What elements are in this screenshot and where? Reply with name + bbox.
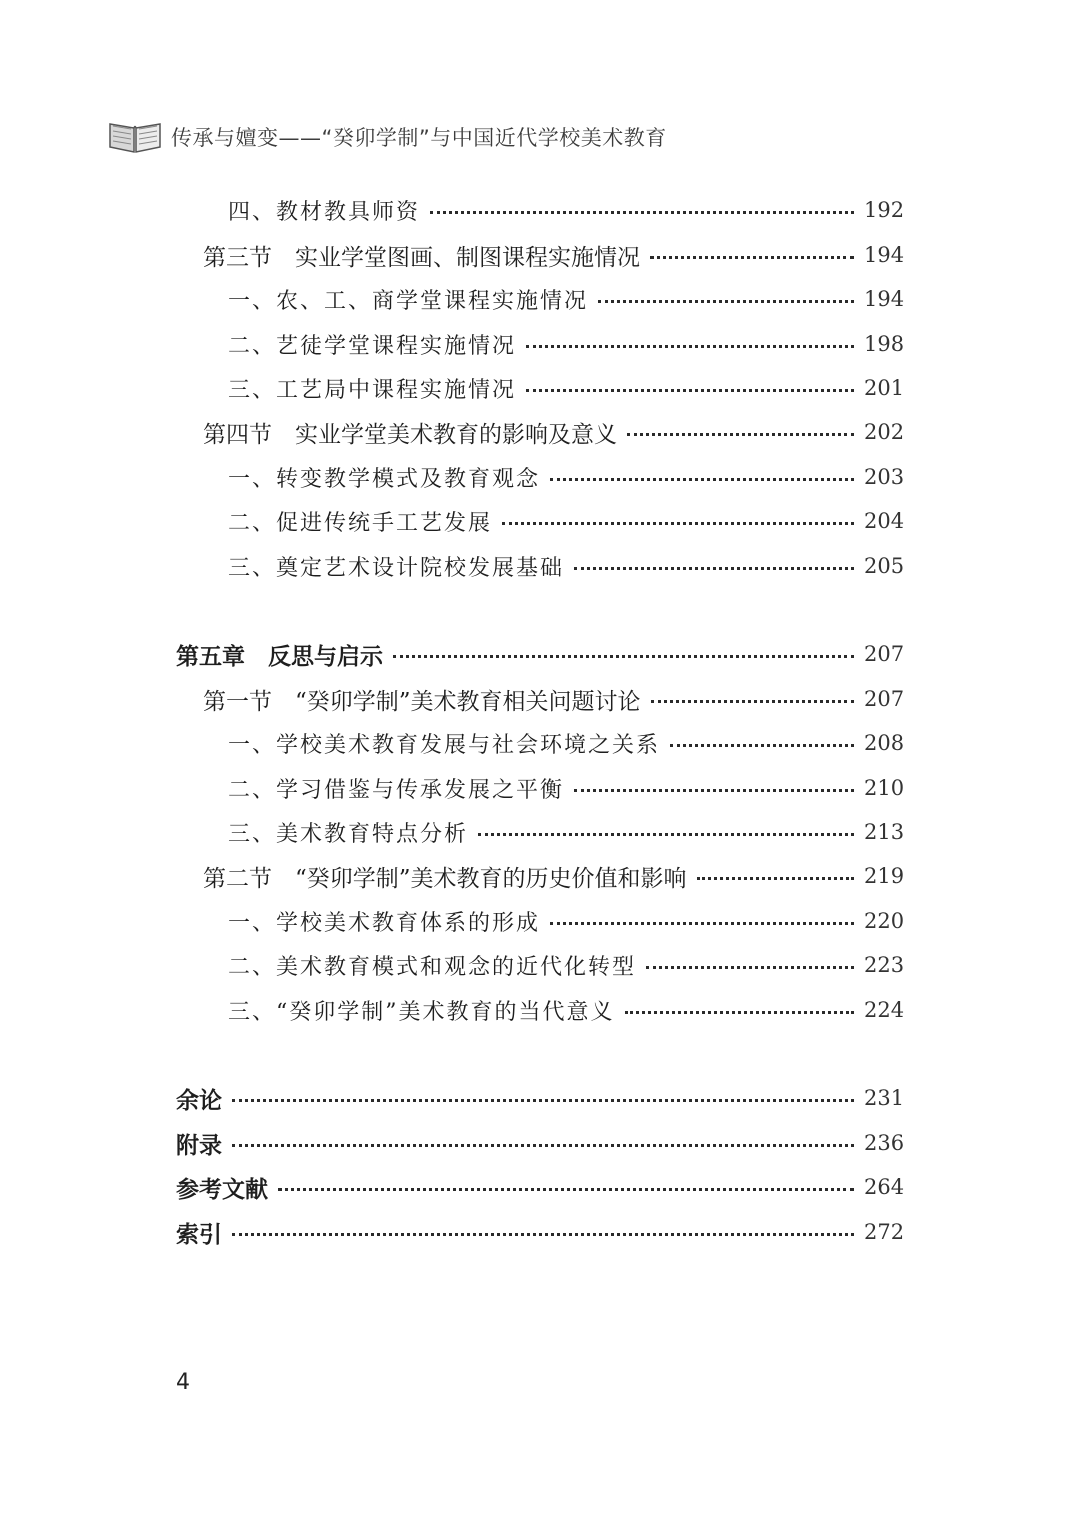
toc-entry-title: 第二节 “癸卯学制”美术教育的历史价值和影响 xyxy=(203,865,687,892)
toc-entry-page: 202 xyxy=(864,420,905,444)
toc-entry-title: 余论 xyxy=(176,1087,222,1114)
dot-leader xyxy=(697,877,854,880)
toc-entry-title: 四、教材教具师资 xyxy=(228,199,421,225)
toc-entry-chapter[interactable] xyxy=(176,1080,904,1116)
toc-entry-page: 207 xyxy=(864,687,905,711)
dot-leader xyxy=(393,655,854,658)
toc-entry-title: 第三节 实业学堂图画、制图课程实施情况 xyxy=(203,244,640,271)
toc-entry-page: 272 xyxy=(864,1220,905,1244)
toc-entry-page: 213 xyxy=(864,820,905,844)
dot-leader xyxy=(232,1144,854,1147)
book-title: 传承与嬗变——“癸卯学制”与中国近代学校美术教育 xyxy=(171,126,667,150)
dot-leader xyxy=(574,567,854,570)
dot-leader xyxy=(430,211,854,214)
toc-entry-chapter[interactable] xyxy=(176,636,904,672)
dot-leader xyxy=(598,300,854,303)
toc-entry-item[interactable] xyxy=(228,770,904,806)
toc-entry-title: 第一节 “癸卯学制”美术教育相关问题讨论 xyxy=(203,688,641,715)
toc-entry-title: 一、学校美术教育体系的形成 xyxy=(228,910,541,936)
toc-entry-item[interactable] xyxy=(228,548,904,584)
toc-entry-page: 208 xyxy=(864,731,905,755)
toc-entry-chapter[interactable] xyxy=(176,1169,904,1205)
toc-entry-page: 205 xyxy=(864,554,905,578)
dot-leader xyxy=(478,833,854,836)
toc-entry-page: 219 xyxy=(864,864,905,888)
toc-entry-page: 198 xyxy=(864,332,905,356)
toc-entry-page: 204 xyxy=(864,509,905,533)
toc-entry-page: 231 xyxy=(864,1086,905,1110)
toc-entry-item[interactable] xyxy=(228,947,904,983)
toc-entry-item[interactable] xyxy=(228,370,904,406)
toc-entry-title: 三、“癸卯学制”美术教育的当代意义 xyxy=(228,999,615,1025)
dot-leader xyxy=(670,744,854,747)
page-number: 4 xyxy=(176,1370,190,1395)
dot-leader xyxy=(550,478,854,481)
toc-entry-page: 220 xyxy=(864,909,905,933)
toc-entry-title: 一、转变教学模式及教育观念 xyxy=(228,466,541,492)
toc-entry-page: 203 xyxy=(864,465,905,489)
dot-leader xyxy=(627,433,854,436)
toc-entry-page: 201 xyxy=(864,376,905,400)
dot-leader xyxy=(574,789,854,792)
toc-entry-section[interactable] xyxy=(203,681,904,717)
dot-leader xyxy=(646,966,854,969)
toc-entry-page: 224 xyxy=(864,998,905,1022)
toc-entry-item[interactable] xyxy=(228,326,904,362)
dot-leader xyxy=(526,345,854,348)
toc-entry-title: 二、艺徒学堂课程实施情况 xyxy=(228,333,517,359)
toc-entry-section[interactable] xyxy=(203,414,904,450)
toc-entry-title: 索引 xyxy=(176,1221,222,1248)
toc-entry-chapter[interactable] xyxy=(176,1125,904,1161)
toc-entry-item[interactable] xyxy=(228,814,904,850)
toc-entry-item[interactable] xyxy=(228,992,904,1028)
toc-entry-item[interactable] xyxy=(228,725,904,761)
toc-entry-section[interactable] xyxy=(203,858,904,894)
toc-entry-page: 192 xyxy=(864,198,905,222)
toc-entry-item[interactable] xyxy=(228,903,904,939)
toc-entry-title: 第四节 实业学堂美术教育的影响及意义 xyxy=(203,421,617,448)
dot-leader xyxy=(232,1099,854,1102)
toc-entry-title: 参考文献 xyxy=(176,1176,268,1203)
toc-entry-page: 210 xyxy=(864,776,905,800)
dot-leader xyxy=(625,1011,855,1014)
dot-leader xyxy=(650,256,854,259)
toc-entry-item[interactable] xyxy=(228,503,904,539)
dot-leader xyxy=(502,522,854,525)
dot-leader xyxy=(526,389,854,392)
toc-entry-title: 一、农、工、商学堂课程实施情况 xyxy=(228,288,589,314)
toc-entry-chapter[interactable] xyxy=(176,1214,904,1250)
toc-entry-item[interactable] xyxy=(228,192,904,228)
toc-entry-page: 264 xyxy=(864,1175,905,1199)
toc-entry-title: 第五章 反思与启示 xyxy=(176,643,383,670)
toc-entry-title: 二、学习借鉴与传承发展之平衡 xyxy=(228,777,565,803)
dot-leader xyxy=(278,1188,854,1191)
toc-entry-section[interactable] xyxy=(203,237,904,273)
toc-entry-page: 194 xyxy=(864,287,905,311)
toc-entry-page: 236 xyxy=(864,1131,905,1155)
toc-entry-page: 207 xyxy=(864,642,905,666)
toc-entry-item[interactable] xyxy=(228,459,904,495)
toc-entry-item[interactable] xyxy=(228,281,904,317)
toc-entry-page: 194 xyxy=(864,243,905,267)
toc-entry-title: 二、美术教育模式和观念的近代化转型 xyxy=(228,954,637,980)
dot-leader xyxy=(232,1233,854,1236)
toc-entry-title: 三、奠定艺术设计院校发展基础 xyxy=(228,555,565,581)
toc-entry-title: 附录 xyxy=(176,1132,222,1159)
toc-entry-page: 223 xyxy=(864,953,905,977)
dot-leader xyxy=(651,700,854,703)
toc-entry-title: 二、促进传统手工艺发展 xyxy=(228,510,493,536)
toc-entry-title: 三、美术教育特点分析 xyxy=(228,821,469,847)
dot-leader xyxy=(550,922,854,925)
toc-entry-title: 一、学校美术教育发展与社会环境之关系 xyxy=(228,732,661,758)
toc-entry-title: 三、工艺局中课程实施情况 xyxy=(228,377,517,403)
